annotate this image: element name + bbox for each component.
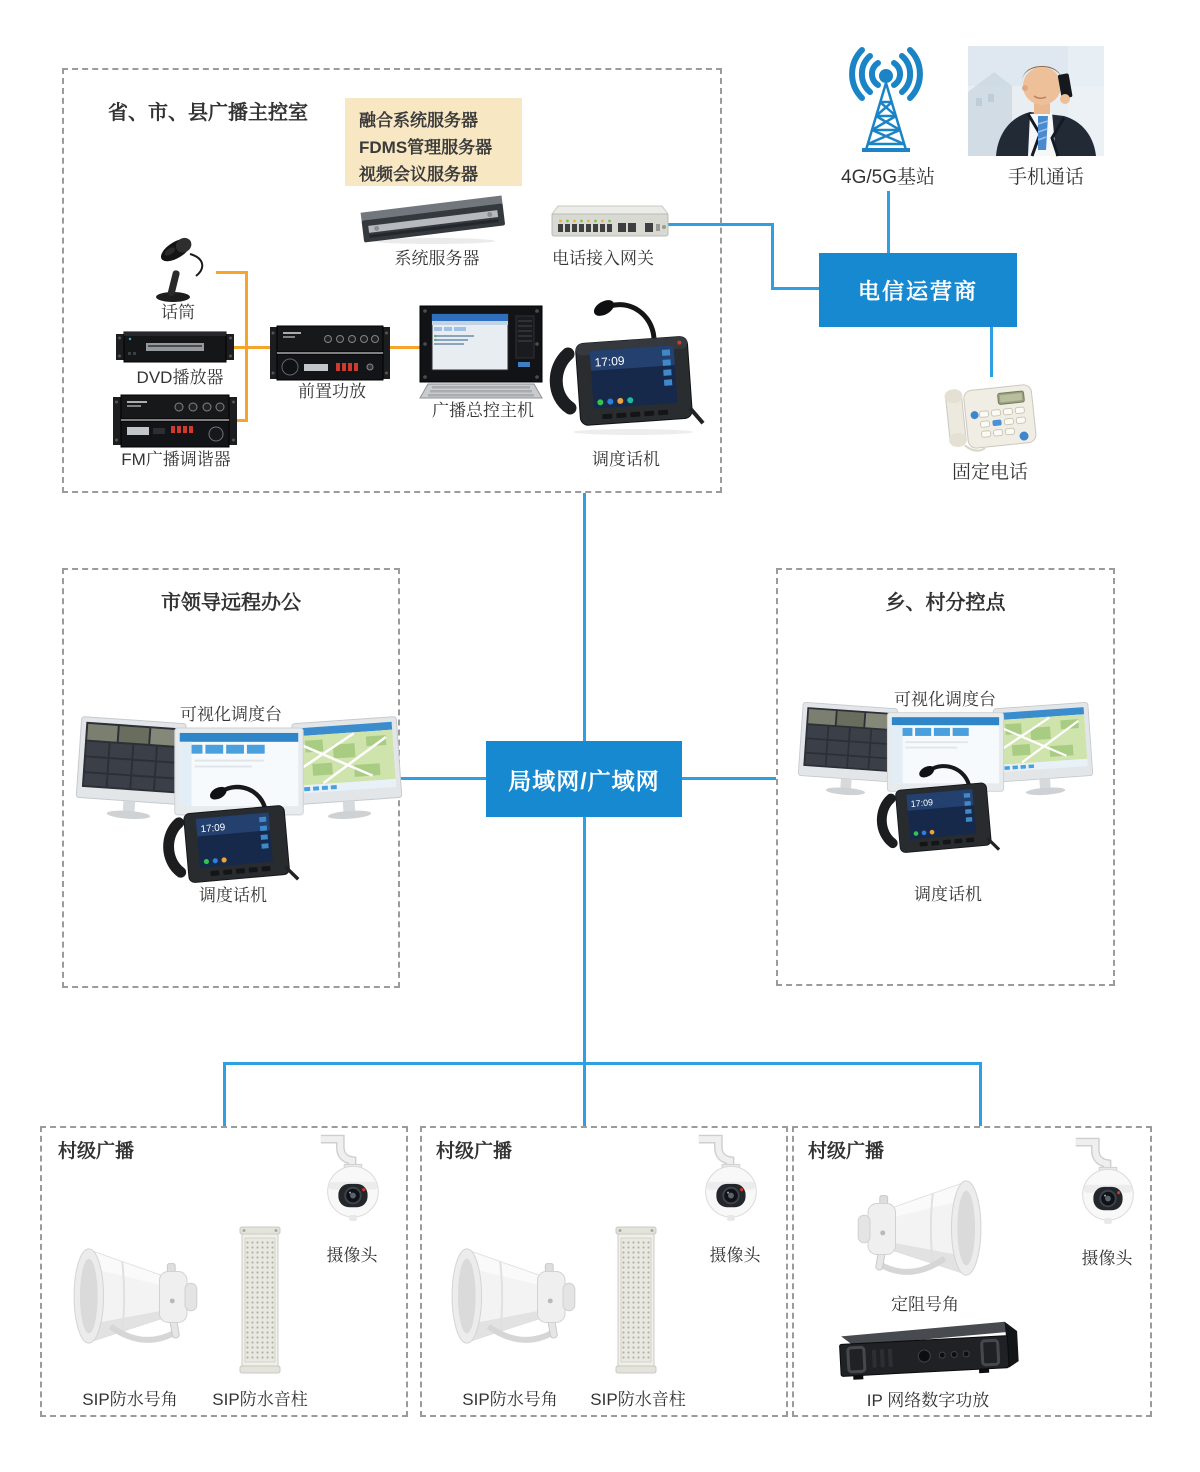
horn-speaker-image-3 xyxy=(852,1174,994,1282)
label-column-1: SIP防水音柱 xyxy=(212,1390,308,1409)
preamp-image xyxy=(270,324,390,382)
label-horn-2: SIP防水号角 xyxy=(462,1390,558,1409)
phone-screen-time: 17:09 xyxy=(200,822,226,836)
system-server-image xyxy=(356,194,510,246)
label-fm-tuner: FM广播调谐器 xyxy=(121,450,231,469)
connector-drop-2 xyxy=(583,1062,586,1126)
connector-to-operator xyxy=(771,287,819,290)
horn-speaker-image-2 xyxy=(438,1242,582,1350)
connector-main-vertical-top xyxy=(583,493,586,741)
label-master-host: 广播总控主机 xyxy=(432,401,534,420)
village-broadcast-title-3: 村级广播 xyxy=(808,1141,885,1162)
label-system-server: 系统服务器 xyxy=(394,249,480,268)
telecom-operator-box: 电信运营商 xyxy=(819,253,1017,327)
connector-drop-1 xyxy=(223,1062,226,1126)
village-broadcast-title-1: 村级广播 xyxy=(58,1141,135,1162)
village-point-title: 乡、村分控点 xyxy=(885,592,1006,614)
label-mobile-call: 手机通话 xyxy=(1007,167,1084,188)
label-column-2: SIP防水音柱 xyxy=(590,1390,686,1409)
village-broadcast-title-2: 村级广播 xyxy=(436,1141,513,1162)
master-host-image xyxy=(416,304,546,400)
fm-tuner-image xyxy=(113,393,237,449)
village-console-label: 可视化调度台 xyxy=(894,690,996,709)
connector-tower-operator xyxy=(887,191,890,253)
phone-gateway-image xyxy=(544,200,672,244)
label-camera-3: 摄像头 xyxy=(1081,1249,1133,1268)
label-preamp: 前置功放 xyxy=(298,382,366,401)
fixed-phone-image xyxy=(944,374,1046,462)
note-line-2: FDMS管理服务器 xyxy=(359,138,493,157)
connector-distribution xyxy=(223,1062,982,1065)
camera-image-1 xyxy=(315,1133,389,1225)
microphone-image xyxy=(146,234,216,304)
label-dispatch-phone: 调度话机 xyxy=(592,450,660,469)
column-speaker-image-1 xyxy=(235,1225,285,1375)
mobile-call-photo xyxy=(968,46,1104,156)
base-station-icon xyxy=(836,50,936,162)
ip-amplifier-image xyxy=(828,1320,1022,1382)
camera-image-3 xyxy=(1070,1136,1144,1228)
connector-drop-3 xyxy=(979,1062,982,1126)
connector-main-vertical-bottom xyxy=(583,817,586,1063)
dispatch-phone-image xyxy=(548,292,708,438)
phone-screen-time: 17:09 xyxy=(594,353,626,370)
connector-operator-fixedphone xyxy=(990,327,993,377)
label-dvd-player: DVD播放器 xyxy=(136,368,224,387)
label-fixed-phone: 固定电话 xyxy=(951,462,1028,483)
label-horn-1: SIP防水号角 xyxy=(82,1390,178,1409)
label-base-station: 4G/5G基站 xyxy=(841,167,935,188)
column-speaker-image-2 xyxy=(611,1225,661,1375)
camera-image-2 xyxy=(693,1133,767,1225)
leader-office-title: 市领导远程办公 xyxy=(161,592,301,614)
connector-lan-right xyxy=(682,777,776,780)
label-horn-3: 定阻号角 xyxy=(891,1295,959,1314)
server-note xyxy=(345,98,522,186)
network-hub-box: 局域网/广域网 xyxy=(486,741,682,817)
village-console-image xyxy=(798,700,1093,872)
note-line-3: 视频会议服务器 xyxy=(359,165,478,184)
leader-console-image xyxy=(76,714,402,904)
horn-speaker-image-1 xyxy=(60,1242,204,1350)
main-control-room-title: 省、市、县广播主控室 xyxy=(108,102,308,124)
dvd-player-image xyxy=(116,328,234,366)
phone-screen-time: 17:09 xyxy=(910,797,934,810)
leader-phone-label: 调度话机 xyxy=(199,886,267,905)
label-camera-2: 摄像头 xyxy=(709,1246,761,1265)
connector-lan-left xyxy=(400,777,486,780)
note-line-1: 融合系统服务器 xyxy=(359,111,478,130)
leader-console-label: 可视化调度台 xyxy=(180,705,282,724)
label-ip-amplifier: IP 网络数字功放 xyxy=(866,1391,990,1410)
label-camera-1: 摄像头 xyxy=(326,1246,378,1265)
label-microphone: 话筒 xyxy=(161,303,195,322)
connector-gateway-down xyxy=(771,223,774,289)
label-phone-gateway: 电话接入网关 xyxy=(552,249,654,268)
village-phone-label: 调度话机 xyxy=(914,885,982,904)
